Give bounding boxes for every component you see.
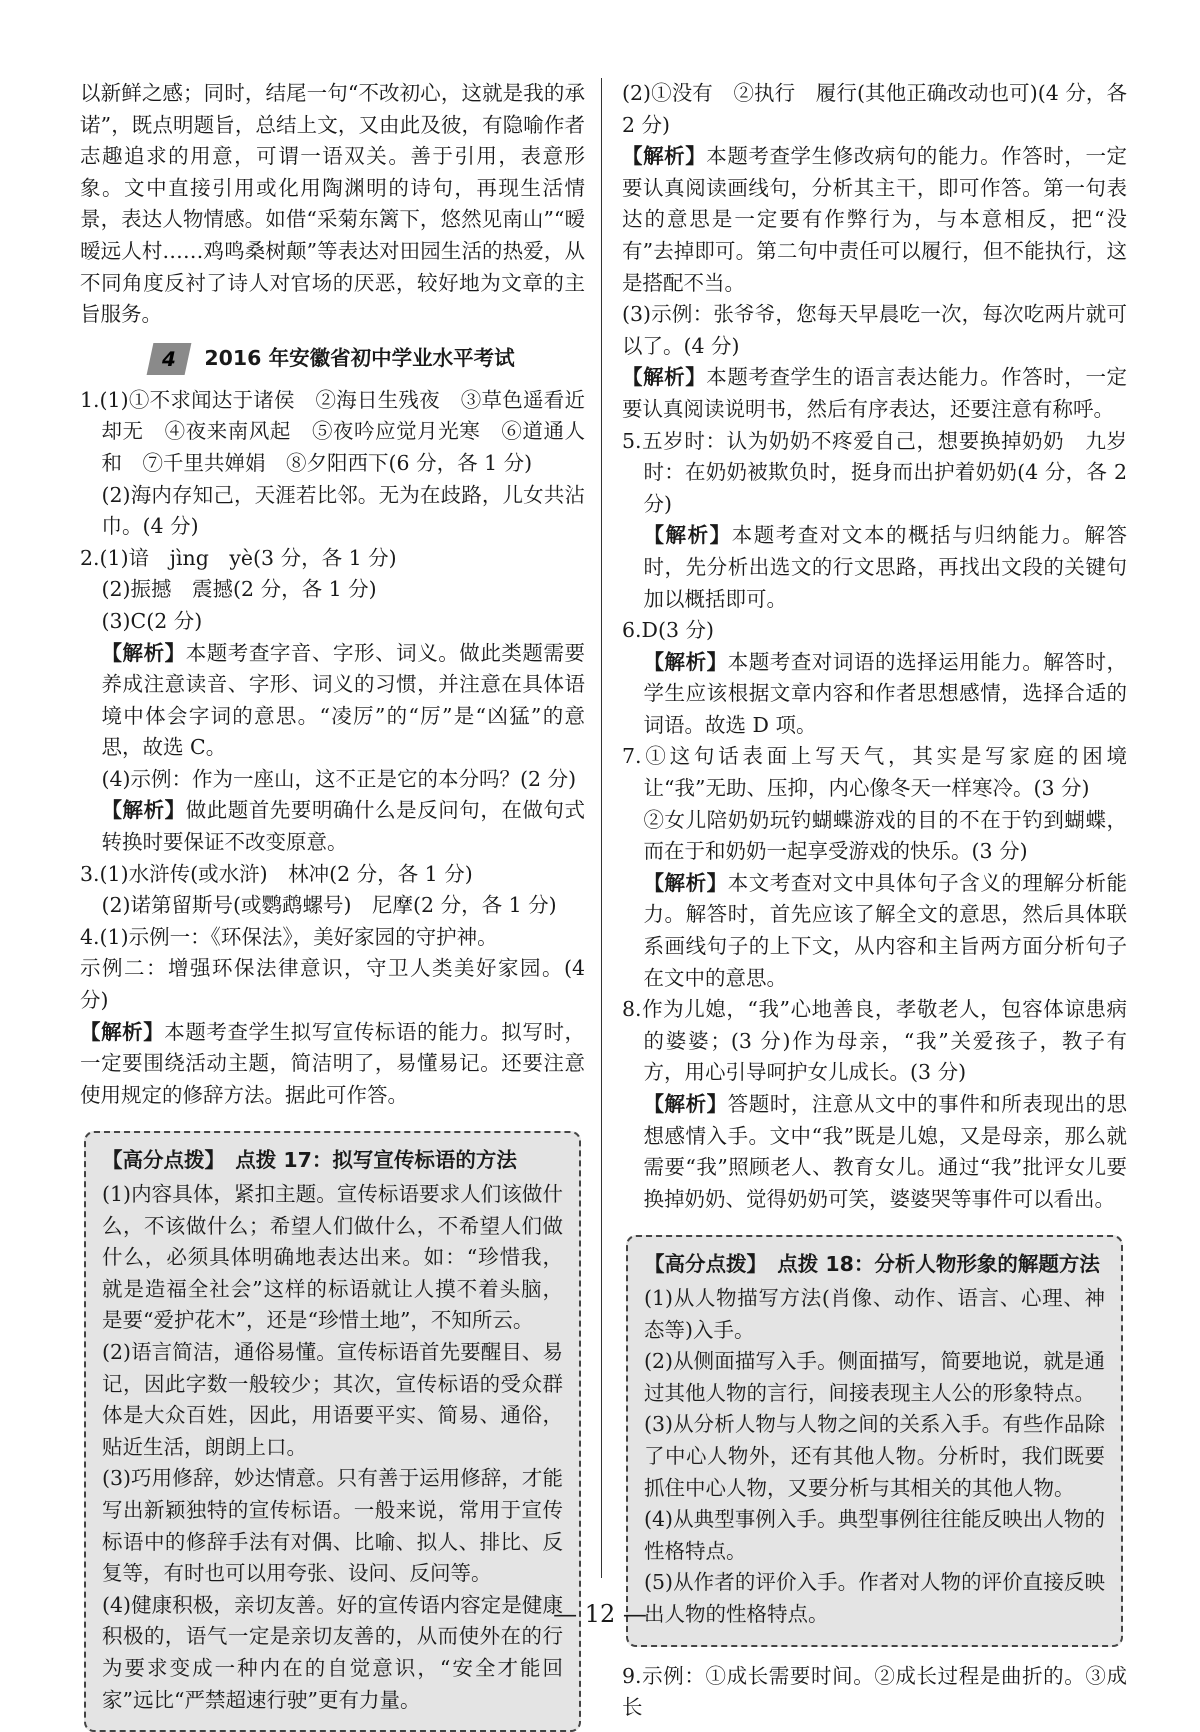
- page-number: — 12 —: [553, 1600, 647, 1628]
- q4-analysis: 【解析】本题考查学生拟写宣传标语的能力。拟写时，一定要围绕活动主题，简洁明了，易懂易记。还要注意使用规定的修辞方法。据此可作答。: [80, 1019, 586, 1107]
- q2-analysis: 【解析】本题考查字音、字形、词义。做此类题需要养成注意读音、字形、词义的习惯，并注意在具体语境中体会字词的意思。“凌厉”的“厉”是“凶猛”的意思，故选 C。: [101, 640, 586, 760]
- q7-analysis: 【解析】本文考查对文中具体句子含义的理解分析能力。解答时，首先应该了解全文的意思，然后具体联系画线句子的上下文，从内容和主旨两方面分析句子在文中的意思。: [643, 870, 1128, 990]
- analysis-label: 【解析】: [622, 144, 707, 169]
- section-heading: [80, 343, 585, 375]
- tip-box-18: [626, 1235, 1123, 1646]
- q2-part2: (2)振撼 震撼(2 分，各 1 分): [101, 577, 377, 602]
- q4-part3: (3)示例：张爷爷，您每天早晨吃一次，每次吃两片就可以了。(4 分): [622, 302, 1127, 358]
- q2-part3: (3)C(2 分): [101, 608, 203, 633]
- q5: 5.五岁时：认为奶奶不疼爱自己，想要换掉奶奶 九岁时：在奶奶被欺负时，挺身而出护着奶奶(4 分，各 2 分): [622, 428, 1127, 516]
- analysis-label: 【解析】: [643, 870, 728, 895]
- tip-line: (2)语言简洁，通俗易懂。宣传标语首先要醒目、易记，因此字数一般较少；其次，宣传标语的受众群体是大众百姓，因此，用语要平实、简易、通俗，贴近生活，朗朗上口。: [102, 1339, 563, 1459]
- tip-line: (1)从人物描写方法(肖像、动作、语言、心理、神态等)入手。: [644, 1285, 1105, 1342]
- analysis-label: 【解析】: [622, 365, 707, 390]
- q1-part2: (2)海内存知己，天涯若比邻。无为在歧路，儿女共沾巾。(4 分): [101, 482, 585, 539]
- q9: 9.示例：①成长需要时间。②成长过程是曲折的。③成长: [622, 1663, 1127, 1720]
- tip-line: (3)巧用修辞，妙达情意。只有善于运用修辞，才能写出新颖独特的宣传标语。一般来说，常用于宣传标语中的修辞手法有对偶、比喻、拟人、排比、反复等，有时也可以用夸张、设问、反问等。: [102, 1466, 563, 1586]
- q4-part2: (2)①没有 ②执行 履行(其他正确改动也可)(4 分，各 2 分): [622, 81, 1127, 137]
- analysis-label: 【解析】: [80, 1019, 165, 1044]
- tip-box-17: [84, 1131, 581, 1732]
- q4-part3-analysis: 【解析】本题考查学生的语言表达能力。作答时，一定要认真阅读说明书，然后有序表达，还要注意有称呼。: [622, 365, 1128, 421]
- tip-line: (1)内容具体，紧扣主题。宣传标语要求人们该做什么，不该做什么；希望人们做什么，不希望人们做什么，必须具体明确地表达出来。如：“珍惜我，就是造福全社会”这样的标语就让人摸不着头脑，是要“爱护花木”，还是“珍惜土地”，不知所云。: [102, 1182, 563, 1333]
- tip-line: (4)健康积极，亲切友善。好的宣传语内容定是健康积极的，语气一定是亲切友善的，从而使外在的行为要求变成一种内在的自觉意识，“安全才能回家”远比“严禁超速行驶”更有力量。: [102, 1592, 563, 1712]
- tip-line: (2)从侧面描写入手。侧面描写，简要地说，就是通过其他人物的言行，间接表现主人公的形象特点。: [644, 1349, 1105, 1405]
- q1-part1: 1.(1)①不求闻达于诸侯 ②海日生残夜 ③草色遥看近却无 ④夜来南风起 ⑤夜吟应觉月光寒 ⑥道通人和 ⑦千里共婵娟 ⑧夕阳西下(6 分，各 1 分): [80, 387, 585, 475]
- q7-part1: 7.①这句话表面上写天气，其实是写家庭的困境让“我”无助、压抑，内心像冬天一样寒冷。(3 分): [622, 744, 1127, 801]
- tip-box-title: 【高分点拨】 点拨 17：拟写宣传标语的方法: [102, 1148, 517, 1173]
- analysis-label: 【解析】: [101, 640, 186, 665]
- analysis-label: 【解析】: [643, 523, 732, 548]
- analysis-label: 【解析】: [643, 1092, 728, 1116]
- q6-analysis: 【解析】本题考查对词语的选择运用能力。解答时，学生应该根据文章内容和作者思想感情，选择合适的词语。故选 D 项。: [643, 649, 1128, 737]
- q2-part1: 2.(1)谙 jìng yè(3 分，各 1 分): [80, 545, 397, 570]
- tip-line: (3)从分析人物与人物之间的关系入手。有些作品除了中心人物外，还有其他人物。分析时，我们既要抓住中心人物，又要分析与其相关的其他人物。: [644, 1412, 1105, 1500]
- q7-part2: ②女儿陪奶奶玩钓蝴蝶游戏的目的不在于钓到蝴蝶，而在于和奶奶一起享受游戏的快乐。(3 分): [643, 807, 1127, 864]
- column-divider: [601, 78, 602, 1578]
- q4-part2-analysis: 【解析】本题考查学生修改病句的能力。作答时，一定要认真阅读画线句，分析其主干，即可作答。第一句表达的意思是一定要有作弊行为，与本意相反，把“没有”去掉即可。第二句中责任可以履行，但不能执行，这是搭配不当。: [622, 144, 1128, 295]
- q4-part1-example2: 示例二：增强环保法律意识，守卫人类美好家园。(4 分): [80, 956, 585, 1013]
- q2-analysis-2: 【解析】做此题首先要明确什么是反问句，在做句式转换时要保证不改变原意。: [101, 798, 586, 855]
- section-number: 4: [147, 343, 192, 375]
- q3-part2: (2)诺第留斯号(或鹦鹉螺号) 尼摩(2 分，各 1 分): [101, 893, 557, 918]
- intro-paragraph: 以新鲜之感；同时，结尾一句“不改初心，这就是我的承诺”，既点明题旨，总结上文，又由此及彼，有隐喻作者志趣追求的用意，可谓一语双关。善于引用，表意形象。文中直接引用或化用陶渊明的诗句，再现生活情景，表达人物情感。如借“采菊东篱下，悠然见南山”“暧暧远人村……鸡鸣桑树颠”等表达对田园生活的热爱，从不同角度反衬了诗人对官场的厌恶，较好地为文章的主旨服务。: [80, 81, 585, 327]
- left-column: [80, 78, 585, 1732]
- q4-part1: 4.(1)示例一：《环保法》，美好家园的守护神。: [80, 924, 498, 949]
- tip-line: (5)从作者的评价入手。作者对人物的评价直接反映出人物的性格特点。: [644, 1570, 1105, 1626]
- tip-line: (4)从典型事例入手。典型事例往往能反映出人物的性格特点。: [644, 1507, 1105, 1563]
- analysis-label: 【解析】: [101, 798, 186, 823]
- q5-analysis: 【解析】本题考查对文本的概括与归纳能力。解答时，先分析出选文的行文思路，再找出文段的关键句加以概括即可。: [643, 523, 1127, 611]
- section-title: 2016 年安徽省初中学业水平考试: [204, 345, 515, 370]
- analysis-label: 【解析】: [643, 649, 728, 674]
- q2-part4: (4)示例：作为一座山，这不正是它的本分吗？(2 分): [101, 766, 577, 791]
- q3-part1: 3.(1)水浒传(或水浒) 林冲(2 分，各 1 分): [80, 861, 473, 886]
- q6: 6.D(3 分): [622, 618, 715, 643]
- q8: 8.作为儿媳，“我”心地善良，孝敬老人，包容体谅患病的婆婆；(3 分)作为母亲，“我”关爱孩子，教子有方，用心引导呵护女儿成长。(3 分): [622, 997, 1127, 1085]
- q8-analysis: 【解析】答题时，注意从文中的事件和所表现出的思想感情入手。文中“我”既是儿媳，又是母亲，那么就需要“我”照顾老人、教育女儿。通过“我”批评女儿要换掉奶奶、觉得奶奶可笑，婆婆哭等事件可以看出。: [643, 1092, 1128, 1211]
- tip-box-title: 【高分点拨】 点拨 18：分析人物形象的解题方法: [644, 1252, 1100, 1277]
- right-column: [622, 78, 1127, 1724]
